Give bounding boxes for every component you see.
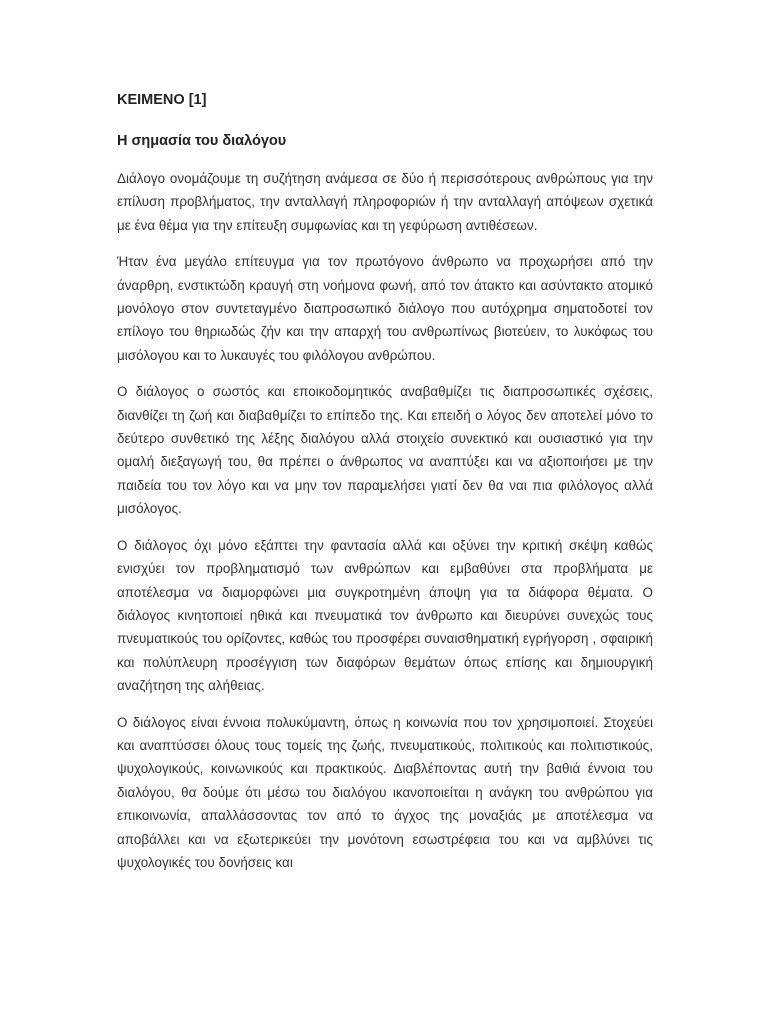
paragraph-2: Ήταν ένα μεγάλο επίτευγμα για τον πρωτόγονο άνθρωπο να προχωρήσει από την άναρθρη, ενστικτώδη κραυγή στη νοήμονα φωνή, από τον άτακτο και ασύντακτο ατομικό μονόλογο στον συντεταγμένο διαπροσωπικό διάλογο που αυτόχρημα σηματοδοτεί τον επίλογο του θηριωδώς ζήν και την απαρχή του ανθρωπίνως βιοτεύειν, το λυκόφως του μισόλογου και το λυκαυγές του φιλόλογου ανθρώπου. <box>117 254 653 363</box>
document-title: Η σημασία του διαλόγου <box>117 133 287 149</box>
document-page <box>117 90 653 887</box>
document-label: ΚΕΙΜΕΝΟ [1] <box>117 92 207 108</box>
paragraph-5: Ο διάλογος είναι έννοια πολυκύμαντη, όπως η κοινωνία που τον χρησιμοποιεί. Στοχεύει και αναπτύσσει όλους τους τομείς της ζωής, πνευματικούς, πολιτικούς και πολιτιστικούς, ψυχολογικούς, κοινωνικούς και πρακτικούς. Διαβλέποντας αυτή την βαθιά έννοια του διαλόγου, θα δούμε ότι μέσω του διαλόγου ικανοποιείται η ανάγκη του ανθρώπου για επικοινωνία, απαλλάσσοντας τον από το άγχος της μοναξιάς με αποτέλεσμα να αποβάλλει και να εξωτερικεύει την μονότονη εσωστρέφεια του και να αμβλύνει τις ψυχολογικές του δονήσεις και <box>117 714 653 870</box>
paragraph-1: Διάλογο ονομάζουμε τη συζήτηση ανάμεσα σε δύο ή περισσότερους ανθρώπους για την επίλυση προβλήματος, την ανταλλαγή πληροφοριών ή την ανταλλαγή απόψεων σχετικά με ένα θέμα για την επίτευξη συμφωνίας και τη γεφύρωση αντιθέσεων. <box>117 171 653 233</box>
paragraph-4: Ο διάλογος όχι μόνο εξάπτει την φαντασία αλλά και οξύνει την κριτική σκέψη καθώς ενισχύει τον προβληματισμό των ανθρώπων και εμβαθύνει στα προβλήματα με αποτέλεσμα να διαμορφώνει μια συγκροτημένη άποψη για τα διάφορα θέματα. Ο διάλογος κινητοποιεί ηθικά και πνευματικά τον άνθρωπο και διευρύνει συνεχώς τους πνευματικούς του ορίζοντες, καθώς του προσφέρει συναισθηματική εγρήγορση , σφαιρική και πολύπλευρη προσέγγιση των διαφόρων θεμάτων όπως επίσης και δημιουργική αναζήτηση της αλήθειας. <box>117 537 653 694</box>
paragraph-3: Ο διάλογος ο σωστός και εποικοδομητικός αναβαθμίζει τις διαπροσωπικές σχέσεις, διανθίζει τη ζωή και διαβαθμίζει το επίπεδο της. Και επειδή ο λόγος δεν αποτελεί μόνο το δεύτερο συνθετικό της λέξης διαλόγου αλλά στοιχείο συνεκτικό και ουσιαστικό για την ομαλή διεξαγωγή του, θα πρέπει ο άνθρωπος να αναπτύξει και να αξιοποιήσει με την παιδεία του τον λόγο και να μην τον παραμελήσει γιατί δεν θα ναι πια φιλόλογος αλλά μισόλογος. <box>117 384 653 517</box>
